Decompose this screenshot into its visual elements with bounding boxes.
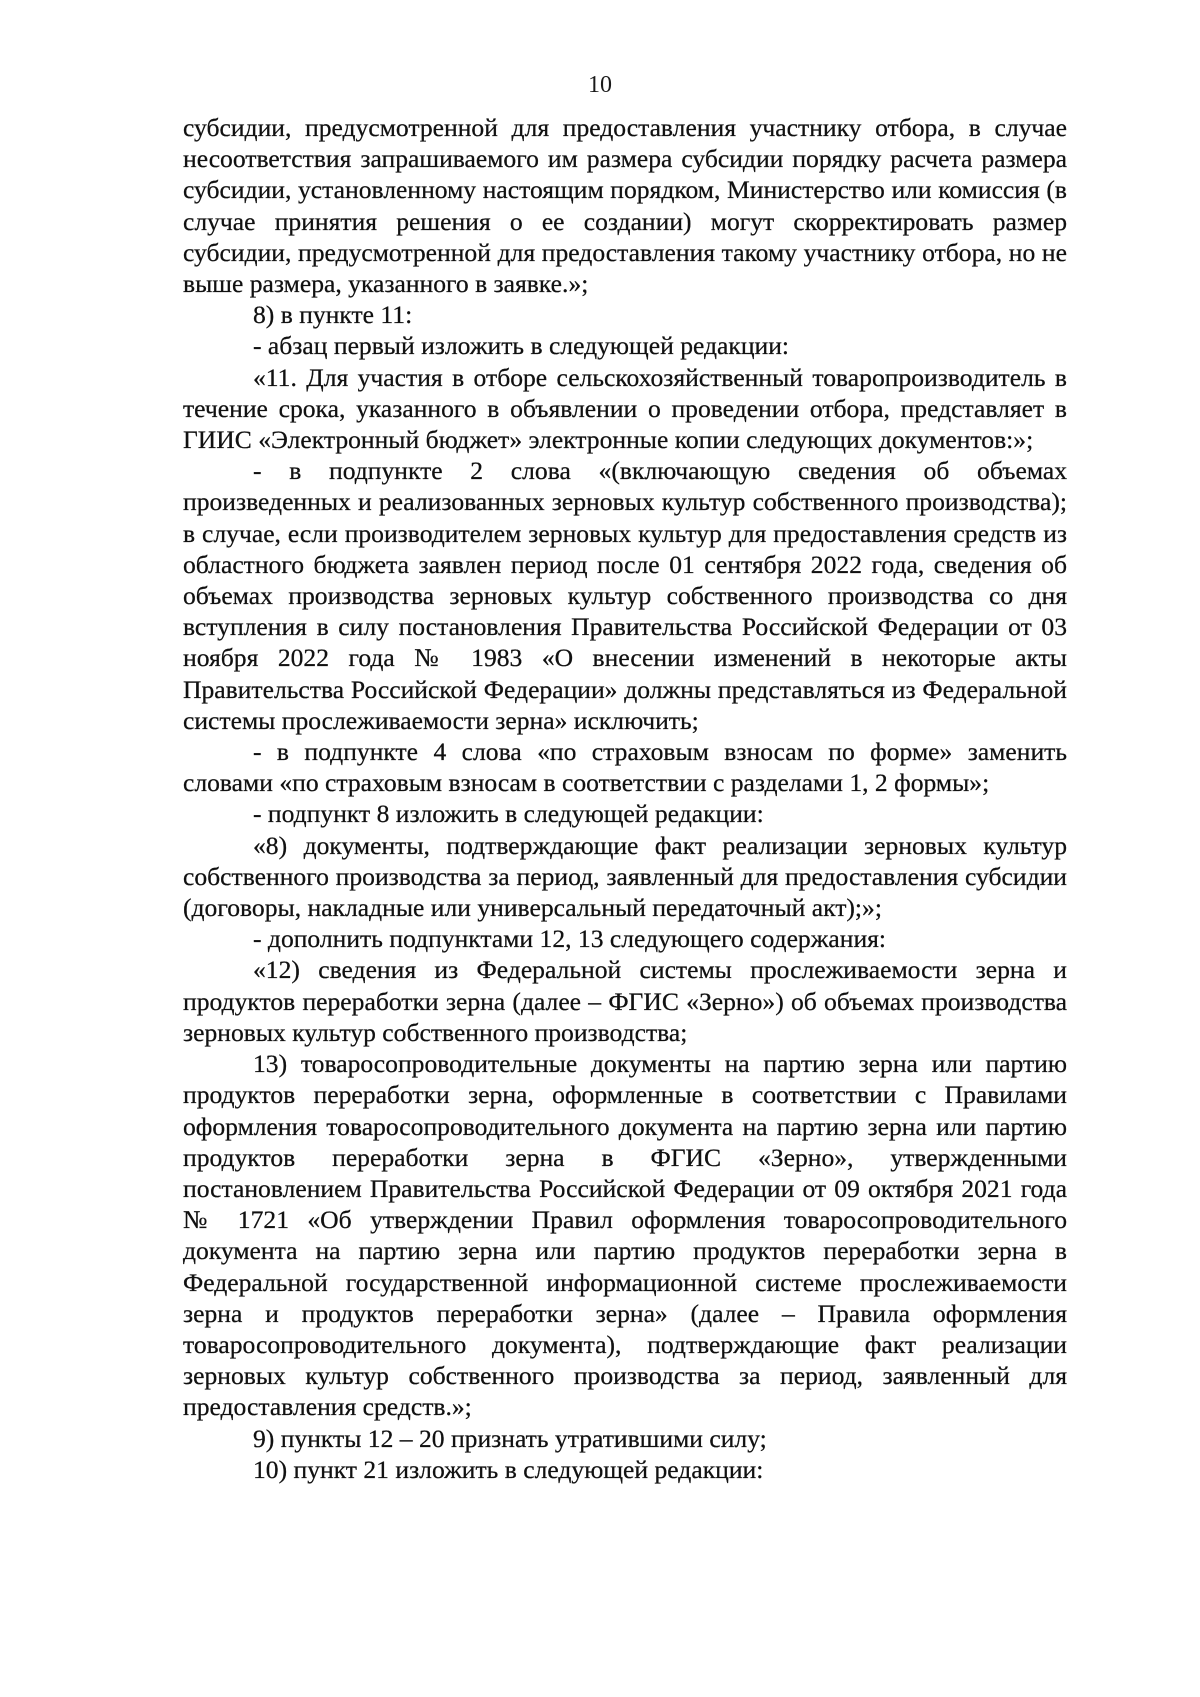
paragraph: - абзац первый изложить в следующей редакции: (253, 331, 790, 361)
paragraph: - подпункт 8 изложить в следующей редакции: (253, 799, 764, 829)
page-number: 10 (588, 72, 612, 98)
paragraph: 13) товаросопроводительные документы на партию зерна или партию продуктов переработки зерна, оформленные в соответствии с Правилами оформления товаросопроводительного документа на партию зерна или партию продуктов переработки зерна в ФГИС «Зерно», утвержденными постановлением Правительства Российской Федерации от 09 октября 2021 года № 1721 «Об утверждении Правил оформления товаросопроводительного документа на партию зерна или партию продуктов переработки зерна в Федеральной государственной информационной системе прослеживаемости зерна и продуктов переработки зерна» (далее – Правила оформления товаросопроводительного документа), подтверждающие факт реализации зерновых культур собственного производства за период, заявленный для предоставления средств.»; (183, 1049, 1067, 1422)
paragraph: - в подпункте 4 слова «по страховым взносам по форме» заменить словами «по страховым взносам в соответствии с разделами 1, 2 формы»; (183, 737, 1067, 798)
paragraph: «8) документы, подтверждающие факт реализации зерновых культур собственного производства за период, заявленный для предоставления субсидии (договоры, накладные или универсальный передаточный акт);»; (183, 830, 1067, 923)
paragraph: «12) сведения из Федеральной системы прослеживаемости зерна и продуктов переработки зерна (далее – ФГИС «Зерно») об объемах производства зерновых культур собственного производства; (183, 955, 1067, 1047)
paragraph: 9) пункты 12 – 20 признать утратившими силу; (253, 1423, 767, 1453)
document-body (183, 112, 1067, 1485)
paragraph: субсидии, предусмотренной для предоставления участнику отбора, в случае несоответствия запрашиваемого им размера субсидии порядку расчета размера субсидии, установленному настоящим порядком, Министерство или комиссия (в случае принятия решения о ее создании) могут скорректировать размер субсидии, предусмотренной для предоставления такому участнику отбора, но не выше размера, указанного в заявке.»; (183, 113, 1067, 299)
paragraph: 10) пункт 21 изложить в следующей редакции: (253, 1454, 764, 1484)
paragraph: «11. Для участия в отборе сельскохозяйственный товаропроизводитель в течение срока, указанного в объявлении о проведении отбора, представляет в ГИИС «Электронный бюджет» электронные копии следующих документов:»; (183, 362, 1067, 455)
paragraph: - в подпункте 2 слова «(включающую сведения об объемах произведенных и реализованных зерновых культур собственного производства); в случае, если производителем зерновых культур для предоставления средств из областного бюджета заявлен период после 01 сентября 2022 года, сведения об объемах производства зерновых культур собственного производства со дня вступления в силу постановления Правительства Российской Федерации от 03 ноября 2022 года № 1983 «О внесении изменений в некоторые акты Правительства Российской Федерации» должны представляться из Федеральной системы прослеживаемости зерна» исключить; (183, 456, 1067, 735)
paragraph: - дополнить подпунктами 12, 13 следующего содержания: (253, 924, 887, 954)
paragraph: 8) в пункте 11: (253, 300, 413, 330)
